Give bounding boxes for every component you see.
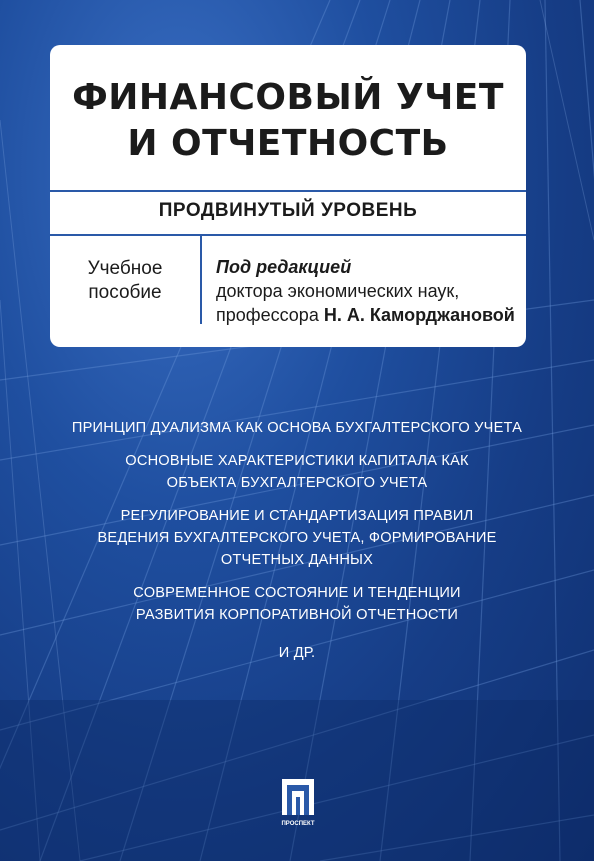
topic-item: ПРИНЦИП ДУАЛИЗМА КАК ОСНОВА БУХГАЛТЕРСКОГО УЧЕТА [71, 420, 523, 436]
editor-label: Под редакцией [216, 257, 352, 277]
divider-vertical [200, 236, 202, 324]
title-panel [50, 45, 526, 347]
book-kind [50, 257, 200, 305]
kind-line-1: Учебное [87, 258, 163, 279]
editor-credentials: доктора экономических наук, [216, 281, 460, 301]
publisher-name: ПРОСПЕКТ [281, 821, 315, 827]
editor-title-line [216, 303, 516, 327]
book-title [50, 75, 526, 167]
topic-item: СОВРЕМЕННОЕ СОСТОЯНИЕ И ТЕНДЕНЦИИ РАЗВИТИЯ КОРПОРАТИВНОЙ ОТЧЕТНОСТИ [133, 585, 461, 623]
topics-list [40, 417, 554, 675]
topic-item: ОСНОВНЫЕ ХАРАКТЕРИСТИКИ КАПИТАЛА КАК ОБЪЕКТА БУХГАЛТЕРСКОГО УЧЕТА [125, 453, 469, 491]
title-line-1: ФИНАНСОВЫЙ УЧЕТ [72, 77, 504, 118]
editor-block [216, 255, 516, 327]
divider-middle [50, 234, 526, 236]
topic-item: И ДР. [278, 645, 316, 661]
kind-line-2: пособие [88, 282, 162, 303]
editor-name: Н. А. Каморджановой [323, 305, 515, 325]
editor-rank: профессора [216, 305, 324, 325]
publisher-logo [268, 777, 328, 837]
title-line-2: И ОТЧЕТНОСТЬ [127, 123, 449, 164]
topic-item: РЕГУЛИРОВАНИЕ И СТАНДАРТИЗАЦИЯ ПРАВИЛ ВЕДЕНИЯ БУХГАЛТЕРСКОГО УЧЕТА, ФОРМИРОВАНИЕ ОТЧЕТНЫХ ДАННЫХ [97, 508, 497, 568]
book-subtitle: ПРОДВИНУТЫЙ УРОВЕНЬ [158, 200, 418, 221]
divider-top [50, 190, 526, 192]
